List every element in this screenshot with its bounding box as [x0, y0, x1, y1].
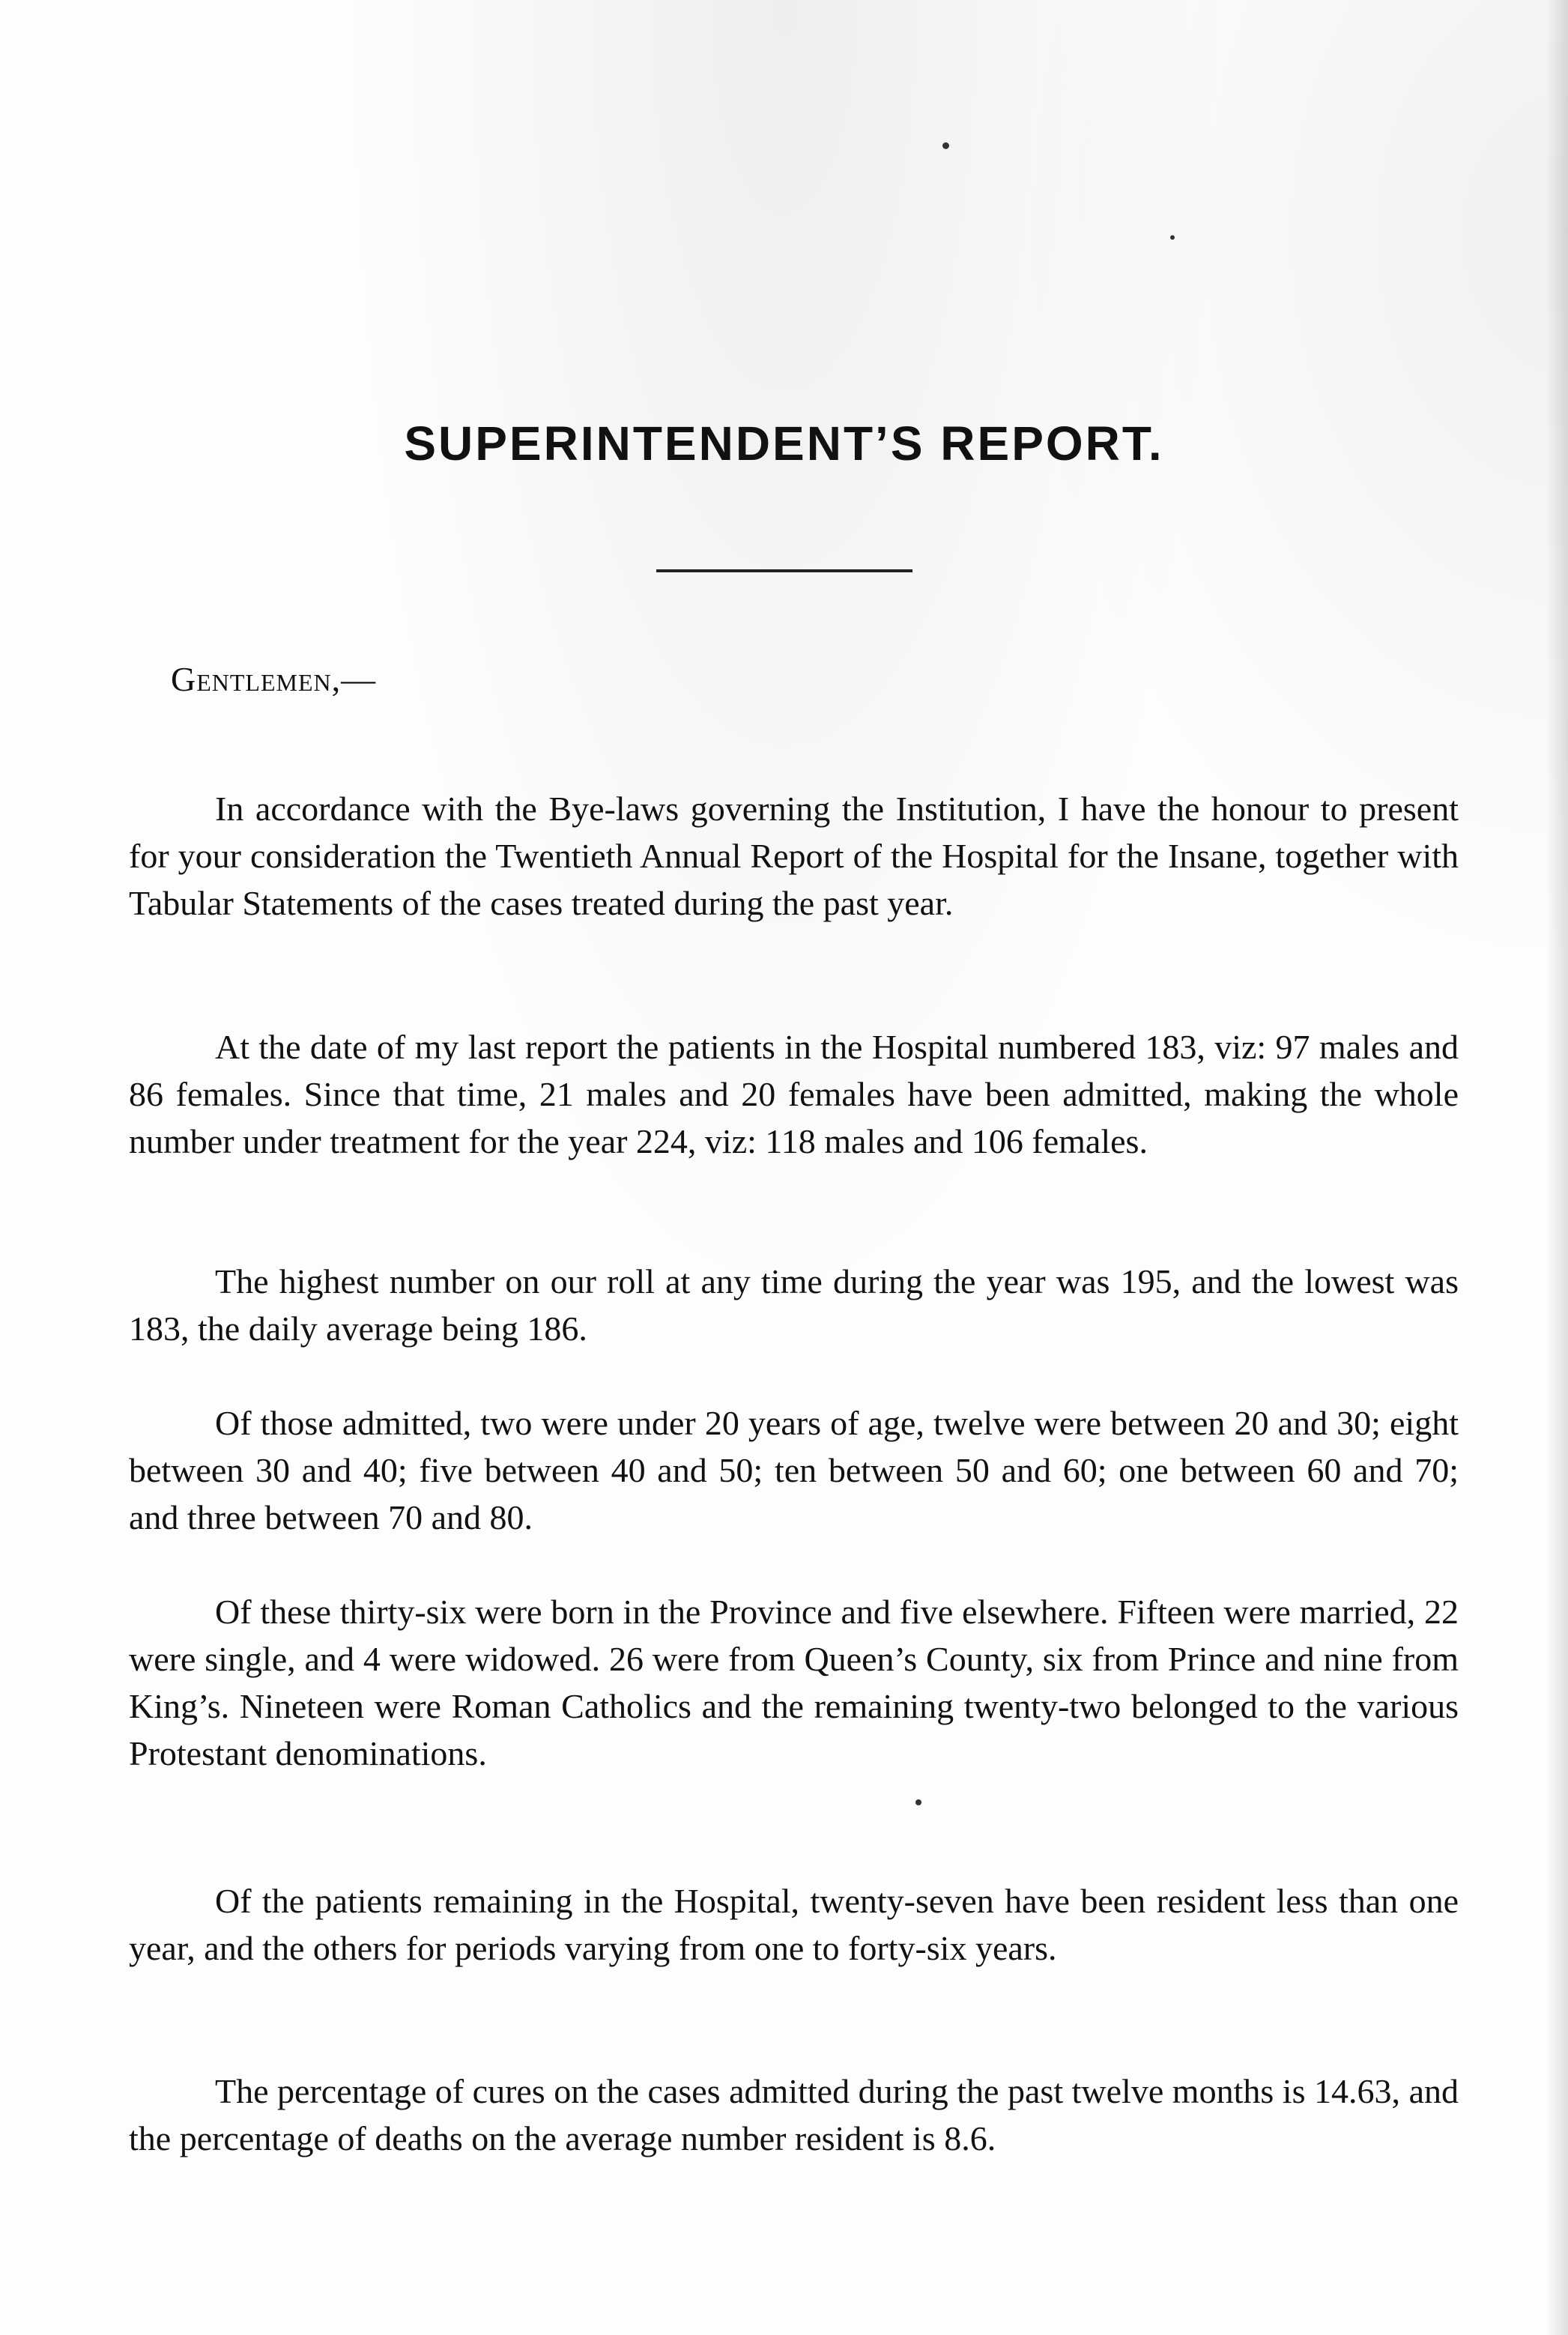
paragraph-patient-numbers: At the date of my last report the patients in the Hospital numbered 183, viz: 97 males and 86 females. Since that time, 21 males and 20 females have been admitted, making the whole number under treatment for the year 224, viz: 118 males and 106 females.: [129, 1028, 1459, 1160]
paragraph-origins: Of these thirty-six were born in the Province and five elsewhere. Fifteen were married, 22 were single, and 4 were widowed. 26 were from Queen’s County, six from Prince and nine from King’s. Nineteen were Roman Catholics and the remaining twenty-two belonged to the various Protestant denominations.: [129, 1593, 1459, 1772]
scan-speck: [1170, 235, 1175, 240]
paragraph-residence: Of the patients remaining in the Hospital, twenty-seven have been resident less than one year, and the others for periods varying from one to forty-six years.: [129, 1882, 1459, 1967]
page-edge-shadow: [1546, 0, 1568, 2335]
paragraph-percentages: The percentage of cures on the cases admitted during the past twelve months is 14.63, and the percentage of deaths on the average number resident is 8.6.: [129, 2072, 1459, 2157]
report-title: SUPERINTENDENT’S REPORT.: [404, 417, 1164, 470]
paragraph-ages: Of those admitted, two were under 20 years of age, twelve were between 20 and 30; eight between 30 and 40; five between 40 and 50; ten between 50 and 60; one between 60 and 70; and three between 70 and 80.: [129, 1404, 1459, 1536]
title-divider: [656, 569, 912, 572]
paragraph-intro: In accordance with the Bye-laws governing the Institution, I have the honour to present for your consideration the Twentieth Annual Report of the Hospital for the Insane, together with Tabular Statements of the cases treated during the past year.: [129, 790, 1459, 922]
scan-speck: [915, 1799, 921, 1805]
scan-speck: [942, 142, 949, 149]
salutation: Gentlemen,—: [171, 660, 377, 698]
paragraph-roll-numbers: The highest number on our roll at any time during the year was 195, and the lowest was 183, the daily average being 186.: [129, 1262, 1459, 1348]
